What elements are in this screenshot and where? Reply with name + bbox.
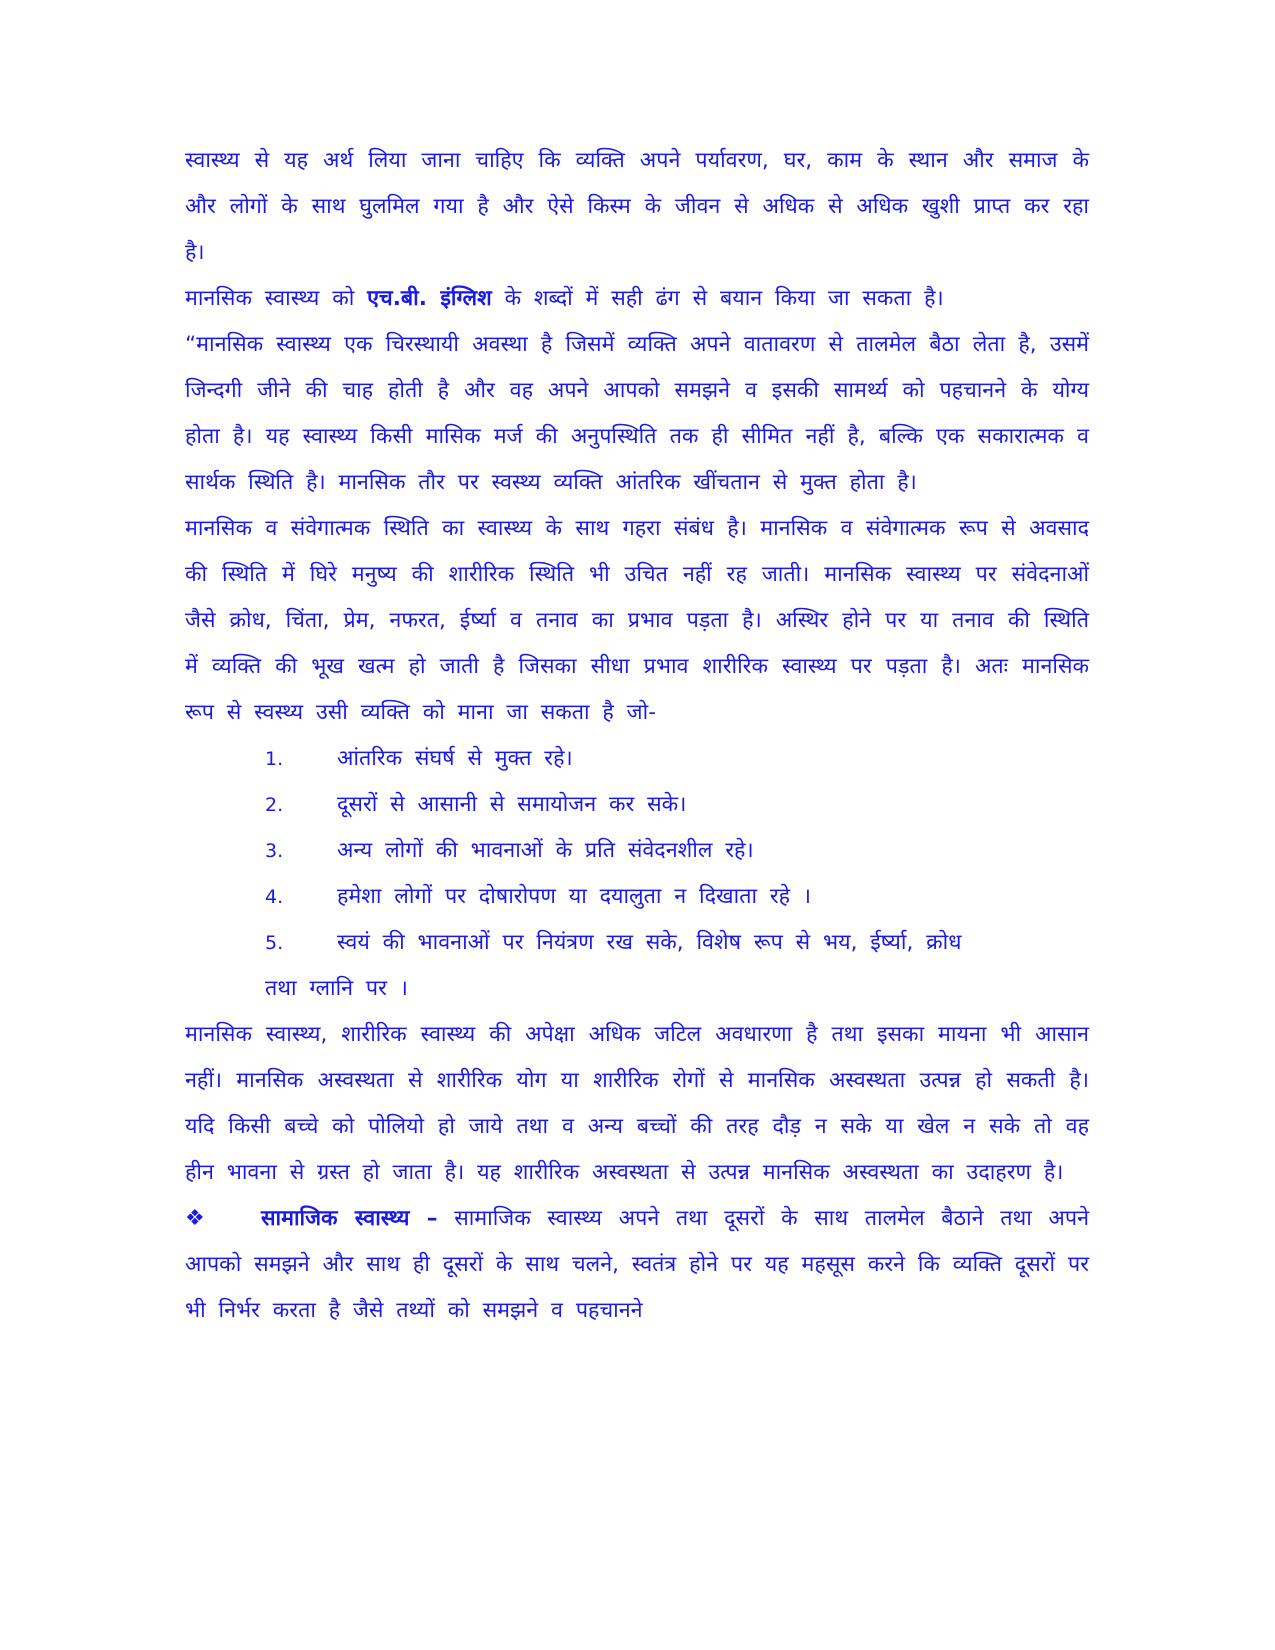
list-item bbox=[185, 782, 1089, 828]
paragraph-emotional-state: मानसिक व संवेगात्मक स्थिति का स्वास्थ्य के साथ गहरा संबंध है। मानसिक व संवेगात्मक रूप से अवसाद की स्थिति में घिरे मनुष्य की शारीरिक स्थिति भी उचित नहीं रह जाती। मानसिक स्वास्थ्य पर संवेदनाओं जैसे क्रोध, चिंता, प्रेम, नफरत, ईर्ष्या व तनाव का प्रभाव पड़ता है। अस्थिर होने पर या तनाव की स्थिति में व्यक्ति की भूख खत्म हो जाती है जिसका सीधा प्रभाव शारीरिक स्वास्थ्य पर पड़ता है। अतः मानसिक रूप से स्वस्थ्य उसी व्यक्ति को माना जा सकता है जो- bbox=[185, 516, 1089, 725]
list-number: 4. bbox=[265, 886, 284, 908]
list-text: आंतरिक संघर्ष से मुक्त रहे। bbox=[337, 746, 573, 771]
author-name: एच.बी. इंग्लिश bbox=[367, 286, 492, 311]
paragraph-social-health bbox=[185, 1196, 1089, 1334]
social-health-text: सामाजिक स्वास्थ्य अपने तथा दूसरों के साथ तालमेल बैठाने तथा अपने आपको समझने और साथ ही दूसरों के साथ चलने, स्वतंत्र होने पर यह महसूस करने कि व्यक्ति दूसरों पर भी निर्भर करता है जैसे तथ्यों को समझने व पहचानने bbox=[185, 1206, 1090, 1323]
list-number: 2. bbox=[265, 794, 284, 816]
list-text-continued: तथा ग्लानि पर । bbox=[265, 976, 408, 1001]
diamond-bullet-icon: ❖ bbox=[185, 1206, 205, 1231]
list-text: हमेशा लोगों पर दोषारोपण या दयालुता न दिखाता रहे । bbox=[337, 884, 812, 909]
intro-text-end: के शब्दों में सही ढंग से बयान किया जा सकता है। bbox=[504, 286, 944, 311]
intro-text: मानसिक स्वास्थ्य को bbox=[185, 286, 355, 311]
paragraph-mental-vs-physical: मानसिक स्वास्थ्य, शारीरिक स्वास्थ्य की अपेक्षा अधिक जटिल अवधारणा है तथा इसका मायना भी आसान नहीं। मानसिक अस्वस्थता से शारीरिक योग या शारीरिक रोगों से मानसिक अस्वस्थता उत्पन्न हो सकती है। यदि किसी बच्चे को पोलियो हो जाये तथा व अन्य बच्चों की तरह दौड़ न सके या खेल न सके तो वह हीन भावना से ग्रस्त हो जाता है। यह शारीरिक अस्वस्थता से उत्पन्न मानसिक अस्वस्थता का उदाहरण है। bbox=[185, 1022, 1089, 1185]
list-number: 3. bbox=[265, 840, 284, 862]
list-text: स्वयं की भावनाओं पर नियंत्रण रख सके, विशेष रूप से भय, ईर्ष्या, क्रोध bbox=[337, 930, 962, 955]
paragraph-english-quote-intro bbox=[185, 276, 1089, 322]
list-item bbox=[185, 874, 1089, 920]
list-text: अन्य लोगों की भावनाओं के प्रति संवेदनशील रहे। bbox=[337, 838, 754, 863]
list-item bbox=[185, 920, 1089, 1012]
paragraph-mental-health-quote: “मानसिक स्वास्थ्य एक चिरस्थायी अवस्था है जिसमें व्यक्ति अपने वातावरण से तालमेल बैठा लेता है, उसमें जिन्दगी जीने की चाह होती है और वह अपने आपको समझने व इसकी सामर्थ्य को पहचानने के योग्य होता है। यह स्वास्थ्य किसी मासिक मर्ज की अनुपस्थिति तक ही सीमित नहीं है, बल्कि एक सकारात्मक व सार्थक स्थिति है। मानसिक तौर पर स्वस्थ्य व्यक्ति आंतरिक खींचतान से मुक्त होता है। bbox=[185, 332, 1090, 495]
list-number: 5. bbox=[265, 932, 284, 954]
paragraph-health-definition: स्वास्थ्य से यह अर्थ लिया जाना चाहिए कि व्यक्ति अपने पर्यावरण, घर, काम के स्थान और समाज के और लोगों के साथ घुलमिल गया है और ऐसे किस्म के जीवन से अधिक से अधिक खुशी प्राप्त कर रहा है। bbox=[185, 148, 1089, 265]
criteria-list bbox=[185, 736, 1089, 1012]
section-heading-social-health: सामाजिक स्वास्थ्य – bbox=[261, 1206, 438, 1231]
list-item bbox=[185, 828, 1089, 874]
list-text: दूसरों से आसानी से समायोजन कर सके। bbox=[337, 792, 687, 817]
list-number: 1. bbox=[265, 748, 284, 770]
list-item bbox=[185, 736, 1089, 782]
body-text bbox=[185, 138, 1089, 1334]
